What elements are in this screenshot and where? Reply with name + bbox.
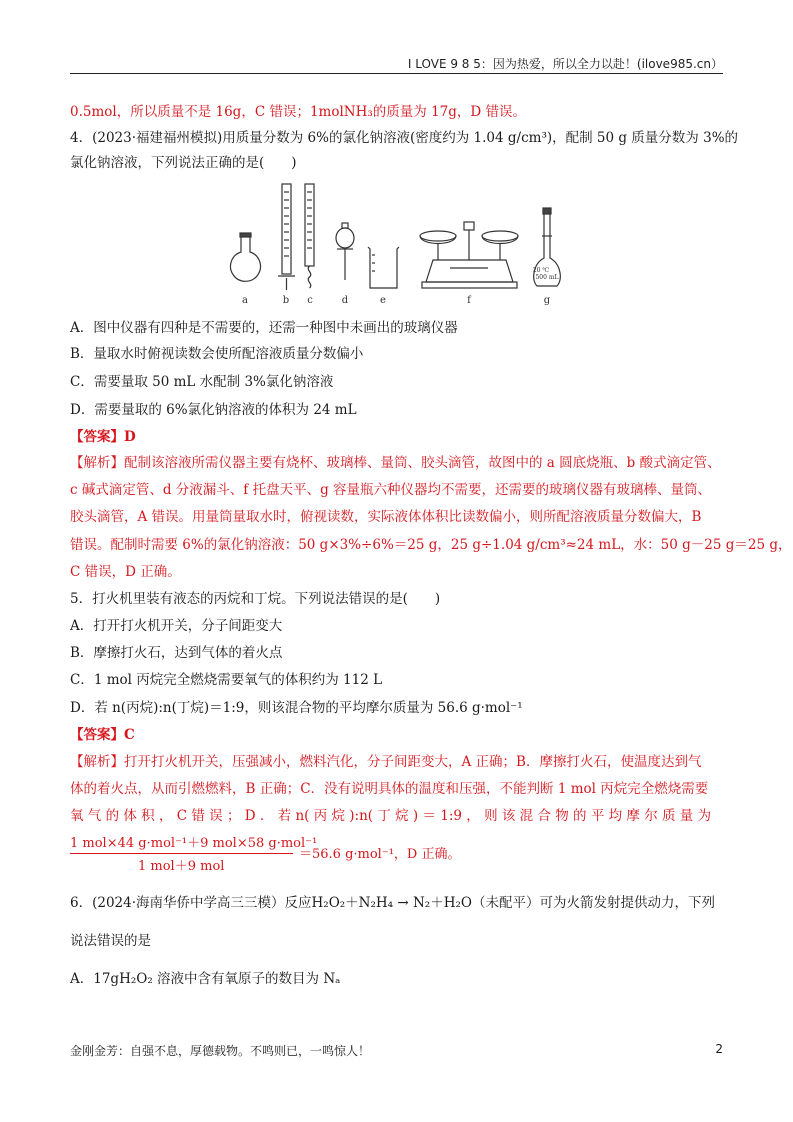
page-footer-motto: 金刚金芳：自强不息，厚德载物。不鸣则已，一鸣惊人！ (70, 1044, 371, 1058)
figure-label-f: f (467, 295, 471, 306)
separatory-funnel-icon (336, 223, 354, 280)
q4-answer: 【答案】D (70, 429, 136, 445)
figure-label-c: c (307, 295, 313, 306)
q5-option-c: C．1 mol 丙烷完全燃烧需要氧气的体积约为 112 L (70, 672, 383, 688)
formula-numerator: 1 mol×44 g·mol⁻¹＋9 mol×58 g·mol⁻¹ (70, 836, 318, 851)
flask-label-volume: 500 mL (535, 274, 559, 281)
q6-option-a: A．17gH₂O₂ 溶液中含有氧原子的数目为 Nₐ (70, 971, 341, 987)
formula-denominator: 1 mol＋9 mol (138, 859, 225, 874)
q4-analysis-line3: 胶头滴管，A 错误。用量筒量取水时，俯视读数，实际液体体积比读数偏小，则所配溶液质量分数偏大，B (70, 509, 702, 525)
q5-analysis-line2: 体的着火点，从而引燃燃料，B 正确；C．没有说明具体的温度和压强，不能判断 1 mol 丙烷完全燃烧需要 (70, 781, 709, 797)
q5-answer: 【答案】C (70, 727, 135, 743)
figure-label-e: e (380, 295, 386, 306)
q4-analysis-line5: C 错误，D 正确。 (70, 564, 181, 580)
acid-burette-icon (278, 184, 295, 290)
q4-stem-line1: 4．(2023·福建福州模拟)用质量分数为 6%的氯化钠溶液(密度约为 1.04 g/cm³)，配制 50 g 质量分数为 3%的 (70, 130, 739, 146)
page-number: 2 (715, 1042, 723, 1056)
q5-stem: 5．打火机里装有液态的丙烷和丁烷。下列说法错误的是( ) (70, 591, 441, 607)
q4-stem-line2: 氯化钠溶液，下列说法正确的是( ) (70, 155, 297, 171)
header-divider (70, 73, 723, 74)
platform-balance-icon (420, 222, 518, 288)
base-burette-icon (305, 184, 314, 288)
q5-option-b: B．摩擦打火石，达到气体的着火点 (70, 645, 283, 661)
figure-label-d: d (341, 295, 349, 306)
q4-option-b: B．量取水时俯视读数会使所配溶液质量分数偏小 (70, 346, 364, 362)
q5-option-a: A．打开打火机开关，分子间距变大 (70, 618, 283, 634)
q5-option-d: D．若 n(丙烷):n(丁烷)＝1:9，则该混合物的平均摩尔质量为 56.6 g·mol⁻¹ (70, 700, 523, 716)
q4-option-c: C．需要量取 50 mL 水配制 3%氯化钠溶液 (70, 374, 334, 390)
q4-option-d: D．需要量取的 6%氯化钠溶液的体积为 24 mL (70, 402, 357, 418)
figure-label-a: a (242, 295, 248, 306)
q6-stem-line2: 说法错误的是 (70, 933, 151, 949)
figure-label-b: b (282, 295, 290, 306)
q5-analysis-line3: 氧 气 的 体 积 ， C 错 误 ； D ． 若 n( 丙 烷 ):n( 丁 烷 ) ＝ 1:9 ， 则 该 混 合 物 的 平 均 摩 尔 质 量 为 (70, 808, 712, 824)
q4-analysis-line2: c 碱式滴定管、d 分液漏斗、f 托盘天平、g 容量瓶六种仪器均不需要，还需要的玻璃仪器有玻璃棒、量筒、 (70, 482, 712, 498)
q5-analysis-line1: 【解析】打开打火机开关，压强减小，燃料汽化，分子间距变大，A 正确；B．摩擦打火石，使温度达到气 (70, 754, 702, 770)
q4-analysis-line4: 错误。配制时需要 6%的氯化钠溶液：50 g×3%÷6%＝25 g，25 g÷1.04 g/cm³≈24 mL，水：50 g－25 g＝25 g， (70, 537, 792, 553)
round-bottom-flask-icon (231, 233, 261, 281)
fraction-bar (70, 853, 293, 854)
beaker-icon (368, 247, 399, 288)
q4-option-a: A．图中仪器有四种是不需要的，还需一种图中未画出的玻璃仪器 (70, 320, 458, 336)
formula-result: ＝56.6 g·mol⁻¹，D 正确。 (299, 847, 461, 862)
flask-label-temperature: 20 ℃ (532, 267, 550, 274)
q4-analysis-line1: 【解析】配制该溶液所需仪器主要有烧杯、玻璃棒、量筒、胶头滴管，故图中的 a 圆底烧瓶、b 酸式滴定管、 (70, 455, 721, 471)
q6-stem-line1: 6．(2024·海南华侨中学高三三模）反应H₂O₂＋N₂H₄ → N₂＋H₂O（未配平）可为火箭发射提供动力，下列 (70, 895, 715, 911)
q4-apparatus-figure (225, 180, 570, 310)
previous-analysis-tail: 0.5mol，所以质量不是 16g，C 错误；1molNH₃的质量为 17g，D 错误。 (70, 104, 527, 120)
page-header: I LOVE 9 8 5：因为热爱，所以全力以赴！(ilove985.cn） (407, 57, 723, 71)
figure-label-g: g (543, 295, 551, 306)
